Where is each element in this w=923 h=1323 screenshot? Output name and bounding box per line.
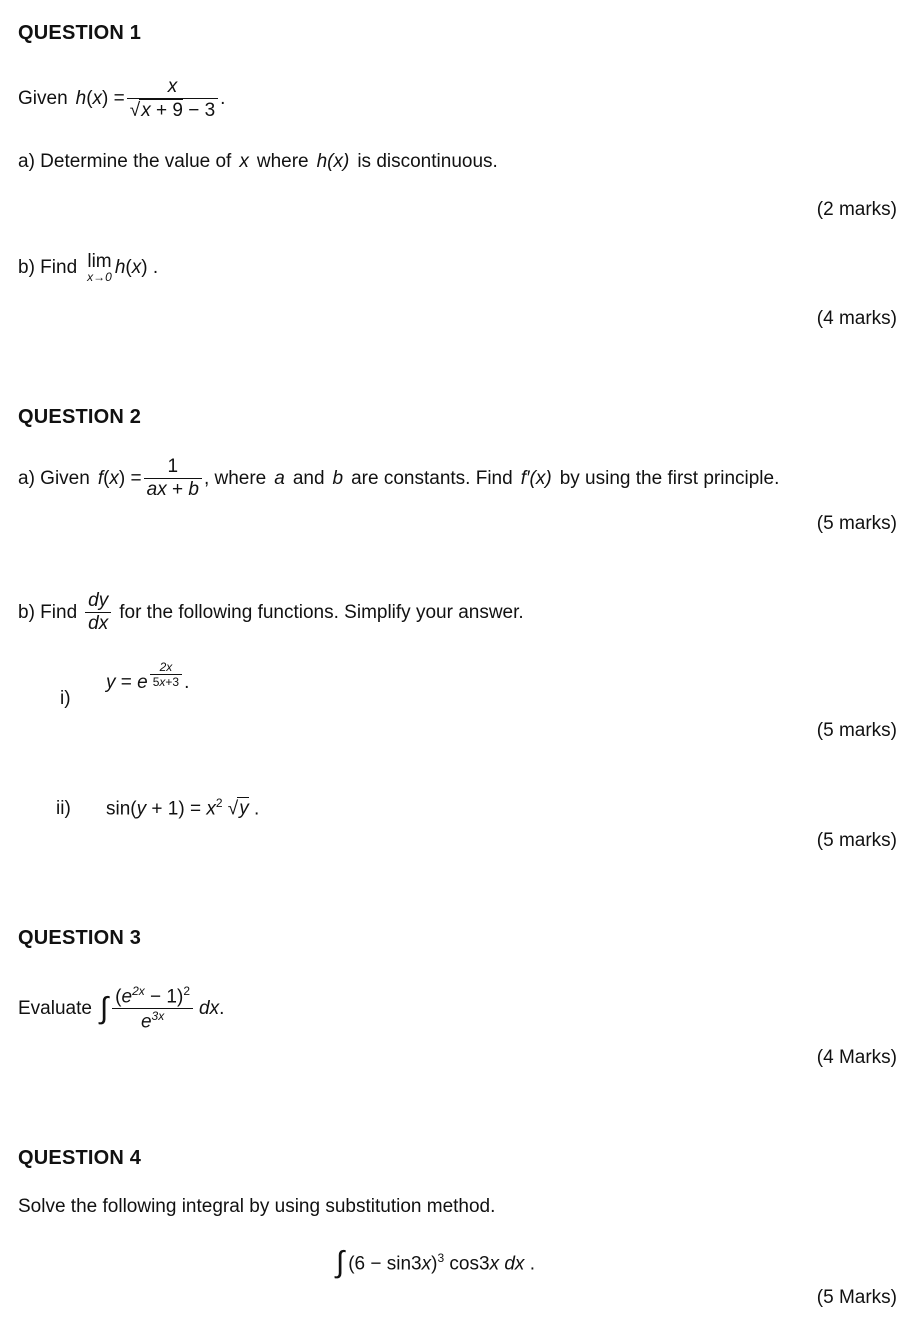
q4-marks: (5 Marks) bbox=[816, 1287, 897, 1308]
q1-a-marks: (2 marks) bbox=[816, 199, 897, 220]
q2-a-and: and bbox=[292, 467, 325, 489]
q2-i-marks: (5 marks) bbox=[816, 720, 897, 741]
q2-a-suffix1: are constants. Find bbox=[351, 467, 513, 489]
integral-sign-icon: ∫ bbox=[99, 991, 109, 1025]
q1-h-var: x bbox=[92, 88, 103, 109]
q2-f-fraction: $\frac{1}{ax + b}$ bbox=[144, 456, 202, 501]
q2-i-equation: y = e $\frac{2x}{5x+3}$ . bbox=[106, 659, 190, 693]
q1-h-numerator: x bbox=[167, 76, 178, 97]
question-1-title: QUESTION 1 bbox=[18, 22, 142, 44]
integral-sign-icon: ∫ bbox=[336, 1246, 345, 1279]
q2-ii-equation: $\sin(y + 1) = x^2$ √y . bbox=[106, 796, 260, 820]
q1-h-eq: ) = bbox=[102, 88, 125, 109]
q1-h-period: . bbox=[220, 88, 226, 109]
q3-marks: (4 Marks) bbox=[816, 1047, 897, 1068]
q1-a-mid: where bbox=[256, 151, 309, 172]
question-2-title: QUESTION 2 bbox=[18, 406, 142, 428]
q1-h-definition: h bbox=[75, 88, 87, 109]
q1-b-marks: (4 marks) bbox=[816, 308, 897, 329]
q1-a-label: a) Determine the value of bbox=[18, 151, 232, 172]
q2-i-label: i) bbox=[60, 688, 71, 709]
q1-given-statement bbox=[18, 76, 225, 122]
question-3-title: QUESTION 3 bbox=[18, 927, 142, 949]
q1-a-func: h(x) bbox=[316, 151, 350, 172]
q3-statement: Evaluate ∫ $\frac{(e^{2x} - 1)^2}{e^{3x}}$ dx . bbox=[18, 984, 225, 1033]
q2-a-suffix2: by using the first principle. bbox=[559, 467, 780, 489]
q4-integral: ∫ $(6 - \sin 3x)^3$ cos3x dx . bbox=[336, 1246, 535, 1279]
q4-instruction: Solve the following integral by using substitution method. bbox=[18, 1196, 496, 1217]
q3-prefix: Evaluate bbox=[18, 997, 92, 1019]
q1-a-suffix: is discontinuous. bbox=[357, 151, 498, 172]
q1-b-label: b) Find bbox=[18, 256, 78, 278]
q2-a-var-b: b bbox=[332, 467, 344, 489]
q1-given-label: Given bbox=[18, 88, 68, 109]
q2-ii-label: ii) bbox=[56, 798, 71, 819]
q1-h-denominator: √x + 9 − 3 bbox=[127, 98, 218, 122]
q2-dydx-fraction: $\frac{dy}{dx}$ bbox=[85, 590, 111, 635]
q1-h-paren: ( bbox=[86, 88, 93, 109]
q2-part-b bbox=[18, 590, 524, 635]
q2-ii-marks: (5 marks) bbox=[816, 830, 897, 851]
q3-fraction: $\frac{(e^{2x} - 1)^2}{e^{3x}}$ bbox=[112, 984, 193, 1034]
question-4-title: QUESTION 4 bbox=[18, 1147, 142, 1169]
q2-a-mid: , where bbox=[203, 467, 267, 489]
q2-a-var-a: a bbox=[274, 467, 285, 489]
q2-f-definition: f(x) = bbox=[97, 467, 142, 489]
q2-part-a bbox=[18, 456, 779, 501]
q2-b-suffix: for the following functions. Simplify your answer. bbox=[119, 601, 524, 623]
q2-a-prefix: a) Given bbox=[18, 467, 90, 489]
q1-h-fraction bbox=[127, 76, 218, 122]
q2-a-fprime: f′(x) bbox=[520, 467, 552, 489]
q1-part-a bbox=[18, 151, 498, 173]
q1-a-var: x bbox=[239, 151, 249, 172]
q1-part-b: b) Find lim x→0 h ( x ) . bbox=[18, 251, 159, 284]
q2-a-marks: (5 marks) bbox=[816, 513, 897, 534]
q2-b-prefix: b) Find bbox=[18, 601, 78, 623]
q1-limit-expression: lim x→0 bbox=[87, 251, 112, 284]
